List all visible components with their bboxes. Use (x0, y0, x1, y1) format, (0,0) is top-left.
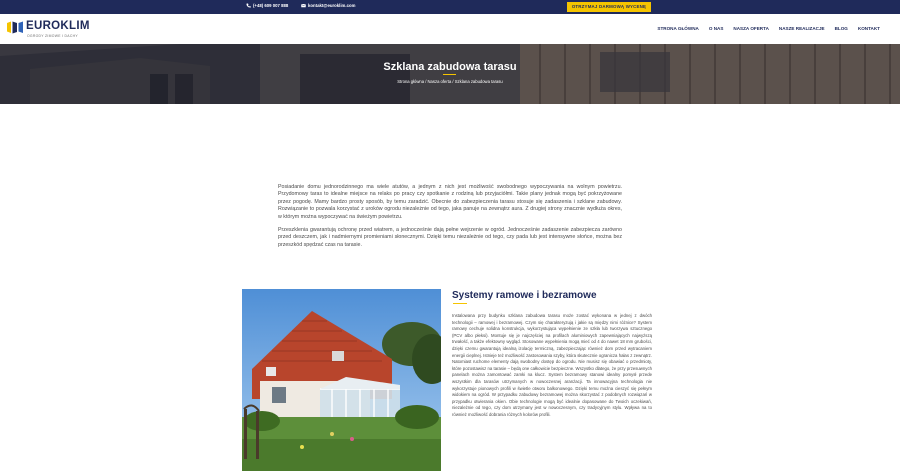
house-with-glass-terrace-image (242, 289, 441, 471)
free-quote-button[interactable]: OTRZYMAJ DARMOWĄ WYCENĘ (567, 2, 651, 12)
logo[interactable] (6, 19, 126, 39)
menu-item-offer[interactable]: NASZA OFERTA (733, 26, 769, 31)
section-body: Instalowana przy budynku szklana zabudowa tarasu może zostać wykonana w jednej z dwóch technologii – ramowej i bezramowej. Czym się charakteryzują i jakie są między nimi różnice? System ramowy cechuje solidna konstrukcja, wykorzystująca wypełnienie ze szkła lub tworzywa sztucznego (PCV albo płeksi). Montuje się je najczęściej na profilach aluminiowych zapewniających najwyższą trwałość, a także efektowny wygląd. Stosowane wypełnienia mogą mieć od 4 do nawet 18 mm grubości, dzięki czemu gwarantują idealną izolację termiczną, zabezpieczając również dom przed wytracaniem energii cieplnej. Istnieje też możliwość zastosowania szyby, która skutecznie ogranicza hałas z zewnątrz. Natomiast ruchome elementy dają swobodny dostęp do ogrodu. Nie musisz się obawiać o przedmioty, które pozostawisz na tarasie – będą one całkowicie bezpieczne. Wszystko dlatego, że przy przesuwnych panelach można zamontować zamki na klucz. System bezramowy stanowi idealny pomysł przede wszystkim dla tarasów utrzymanych w nowoczesnej aranżacji. Ta innowacyjna technologia nie wykorzystuje pionowych profili w świetle otworu balkonowego. Dzięki temu można cieszyć się pełnym widokiem na ogród. W przypadku zabudowy bezramowej można skorzystać z podobnych rozwiązań w przypadku otwierania okien. Obie technologie mogą być idealnie dopasowane do Twoich oczekiwań, niezależnie od tego, czy dom utrzymany jest w nowoczesnym, czy tradycyjnym stylu. Wpływa na to również możliwość dobrania różnych kolorów profili. (452, 313, 652, 417)
phone-icon (246, 3, 251, 8)
menu-item-contact[interactable]: KONTAKT (857, 26, 880, 31)
menu (657, 26, 880, 31)
phone-link[interactable] (246, 3, 288, 8)
intro-paragraph-1: Posiadanie domu jednorodzinnego ma wiele atutów, a jednym z nich jest możliwość swobodnego wypoczywania na wolnym powietrzu. Przydomowy taras to idealne miejsce na relaks po pracy czy spotkanie z rodziną lub przyjaciółmi. Takie plany jednak mogą być pokrzyżowane przez pogodę. Mamy bardzo prosty sposób, by temu zaradzić. Obecnie do zabezpieczenia tarasu stosuje się zadaszenia i szklane zabudowy. Rozwiązanie to pozwala korzystać z uroków ogrodu niezależnie od tego, jaka panuje na zewnątrz aura. Z drugiej strony znacznie wydłuża okres, w którym można wypoczywać na świeżym powietrzu. (278, 184, 622, 220)
email-text: kontakt@euroklim.com (308, 3, 356, 8)
envelope-icon (301, 3, 306, 8)
title-underline (443, 74, 456, 75)
logo-mark-icon (6, 21, 24, 34)
brand-name: EUROKLIM (26, 20, 90, 32)
section-title-underline (453, 303, 467, 304)
hero-banner (0, 44, 900, 104)
email-link[interactable] (301, 3, 355, 8)
phone-text: (+48) 609 007 888 (253, 3, 289, 8)
main-navigation (0, 14, 900, 44)
terrace-photo (242, 289, 441, 471)
breadcrumb[interactable]: Strona główna / Nasza oferta / Szklana zabudowa tarasu (397, 79, 503, 84)
page-title: Szklana zabudowa tarasu (383, 61, 517, 73)
menu-item-about[interactable]: O NAS (708, 26, 724, 31)
menu-item-home[interactable]: STRONA GŁÓWNA (657, 26, 699, 31)
menu-item-projects[interactable]: NASZE REALIZACJE (778, 26, 825, 31)
intro-text (278, 184, 622, 249)
top-contact-bar (0, 0, 900, 14)
menu-item-blog[interactable]: BLOG (834, 26, 848, 31)
section-title: Systemy ramowe i bezramowe (452, 290, 597, 301)
intro-paragraph-2: Przeszklenia gwarantują ochronę przed wiatrem, a jednocześnie dają pełne wejrzenie w ogród. Jednocześnie zadaszenie zabezpiecza zarówno przed deszczem, jak i nadmiernymi promieniami słonecznymi. Dzięki temu niezależnie od tego, czy pada lub jest intensywne słońce, można bez przeszkód spędzać czas na tarasie. (278, 227, 622, 248)
brand-tagline: OGRODY ZIMOWE I DACHY (27, 34, 78, 38)
